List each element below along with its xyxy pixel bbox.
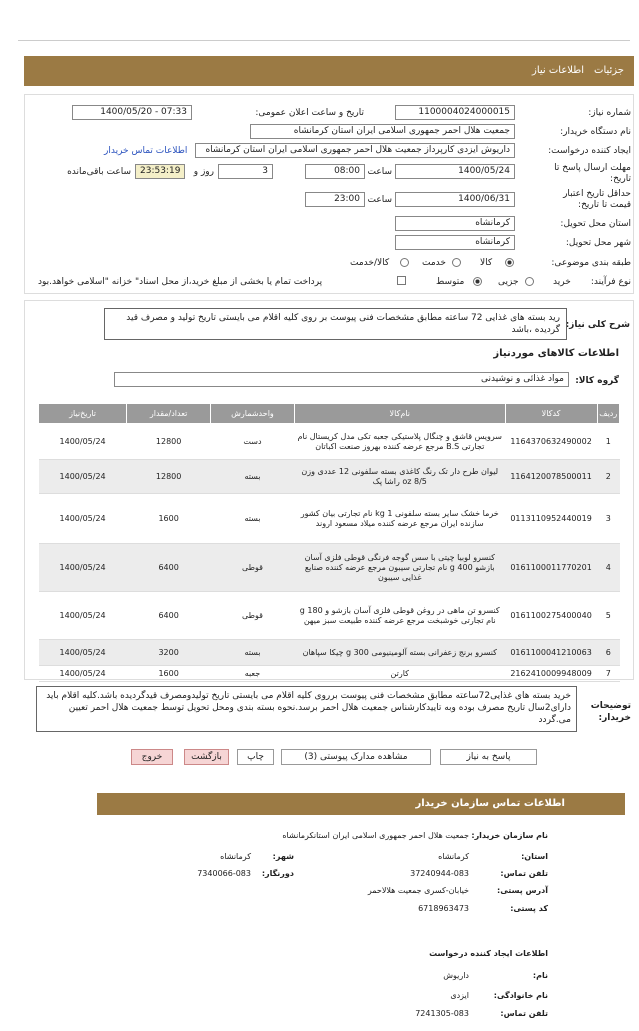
row-qty: 6400 (127, 592, 211, 640)
announce-label: تاریخ و ساعت اعلان عمومی: (255, 108, 364, 118)
process-buy-label: خرید (553, 277, 571, 287)
page-header (24, 56, 634, 86)
contact-address-label: آدرس پستی: (497, 886, 548, 895)
buyer-notes-label: توضیحات خریدار: (590, 701, 631, 723)
reply-button[interactable]: پاسخ به نیاز (440, 749, 537, 765)
print-button[interactable]: چاپ (237, 749, 274, 765)
category-service-radio[interactable] (452, 258, 461, 267)
buyer-org-label: نام دستگاه خریدار: (560, 127, 631, 137)
row-unit: بسته (211, 494, 295, 544)
row-date: 1400/05/24 (39, 544, 127, 592)
contact-city-label: شهر: (272, 852, 294, 861)
row-name: سرویس قاشق و چنگال پلاستیکی جعبه تکی مدل کریستال نام تجارتی B.S مرجع عرضه کننده بهروز صنعت اکباتان (294, 424, 505, 460)
creator-family-label: نام خانوادگی: (493, 991, 548, 1000)
row-number: 4 (597, 544, 620, 592)
row-unit: بسته (211, 640, 295, 666)
goods-table-header (39, 404, 620, 424)
contact-phone-value: 37240944-083 (410, 869, 469, 878)
creator-info-title: اطلاعات ایجاد کننده درخواست (429, 949, 548, 958)
category-both-label: کالا/خدمت (350, 258, 390, 268)
tab-details[interactable]: جزئیات (594, 65, 624, 76)
row-date: 1400/05/24 (39, 666, 127, 682)
category-service-label: خدمت (422, 258, 446, 268)
treasury-checkbox[interactable] (397, 276, 406, 285)
goods-group-field: مواد غذائی و نوشیدنی (114, 372, 569, 387)
contact-fax-label: دورنگار: (261, 869, 294, 878)
row-code: 0113110952440019 (505, 494, 597, 544)
contact-org-label: نام سازمان خریدار: (471, 831, 548, 840)
row-name: کنسرو برنج زعفرانی بسته آلومینیومی 300 g چیکا سپاهان (294, 640, 505, 666)
row-name: خرما خشک سایر بسته سلفونی 1 kg نام تجارتی بیان کشور سازنده ایران مرجع عرضه کننده میلاد مسعود اروند (294, 494, 505, 544)
table-row (39, 592, 620, 640)
contact-province-value: کرمانشاه (438, 852, 469, 861)
category-goods-radio[interactable] (505, 258, 514, 267)
back-button[interactable]: بازگشت (184, 749, 229, 765)
creator-field: داریوش ایزدی کارپرداز جمعیت هلال احمر جمهوری اسلامی ایران استان کرمانشاه (195, 143, 515, 158)
deadline-time-label: ساعت (367, 167, 392, 177)
announce-field: 1400/05/20 - 07:33 (72, 105, 192, 120)
category-both-radio[interactable] (400, 258, 409, 267)
validity-label: حداقل تاریخ اعتبار قیمت تا تاریخ: (563, 189, 631, 210)
row-number: 6 (597, 640, 620, 666)
row-date: 1400/05/24 (39, 424, 127, 460)
validity-time-field: 23:00 (305, 192, 365, 207)
days-label: روز و (193, 167, 214, 177)
row-number: 5 (597, 592, 620, 640)
col-qty: تعداد/مقدار (127, 404, 211, 424)
creator-label: ایجاد کننده درخواست: (548, 146, 631, 156)
deadline-label: مهلت ارسال پاسخ تا تاریخ: (554, 163, 631, 184)
row-code: 0161100275400040 (505, 592, 597, 640)
summary-label: شرح کلی نیاز: (565, 320, 630, 330)
row-date: 1400/05/24 (39, 592, 127, 640)
contact-header (97, 793, 625, 815)
row-qty: 3200 (127, 640, 211, 666)
row-unit: دست (211, 424, 295, 460)
contact-city-value: کرمانشاه (220, 852, 251, 861)
days-field: 3 (218, 164, 273, 179)
col-unit: واحدشمارش (211, 404, 295, 424)
row-unit: جعبه (211, 666, 295, 682)
city-label: شهر محل تحویل: (565, 238, 631, 248)
validity-date-field: 1400/06/31 (395, 192, 515, 207)
row-name: کنسرو لوبیا چیتی با سس گوجه فرنگی قوطی فلزی آسان بازشو 400 g نام تجارتی سیبون مرجع عرضه کننده صنایع غذایی سیبون (294, 544, 505, 592)
row-unit: قوطی (211, 592, 295, 640)
creator-family-value: ایزدی (450, 991, 469, 1000)
table-row (39, 640, 620, 666)
row-name: کنسرو تن ماهی در روغن قوطی فلزی آسان بازشو و 180 g نام تجارتی خوشبخت مرجع عرضه کننده طبیعت سبز میهن (294, 592, 505, 640)
province-field: کرمانشاه (395, 216, 515, 231)
goods-table (38, 403, 620, 682)
contact-phone-label: تلفن تماس: (500, 869, 548, 878)
buyer-org-field: جمعیت هلال احمر جمهوری اسلامی ایران استان کرمانشاه (250, 124, 515, 139)
contact-org-value: جمعیت هلال احمر جمهوری اسلامی ایران استانکرمانشاه (282, 831, 469, 840)
row-qty: 6400 (127, 544, 211, 592)
exit-button[interactable]: خروج (131, 749, 173, 765)
city-field: کرمانشاه (395, 235, 515, 250)
row-qty: 1600 (127, 494, 211, 544)
row-unit: بسته (211, 460, 295, 494)
row-code: 1164370632490002 (505, 424, 597, 460)
row-code: 1164120078500011 (505, 460, 597, 494)
creator-name-value: داریوش (443, 971, 469, 980)
table-row (39, 544, 620, 592)
row-qty: 12800 (127, 424, 211, 460)
process-medium-label: متوسط (436, 277, 465, 287)
col-code: کدکالا (505, 404, 597, 424)
deadline-time-field: 08:00 (305, 164, 365, 179)
row-code: 0161100041210063 (505, 640, 597, 666)
col-date: تاریخ‌نیاز (39, 404, 127, 424)
process-medium-radio[interactable] (473, 277, 482, 286)
row-number: 7 (597, 666, 620, 682)
need-number-field: 1100004024000015 (395, 105, 515, 120)
table-row (39, 424, 620, 460)
remaining-time-field: 23:53:19 (135, 164, 185, 179)
tab-need-info[interactable]: اطلاعات نیاز (532, 65, 584, 76)
row-date: 1400/05/24 (39, 460, 127, 494)
row-number: 1 (597, 424, 620, 460)
creator-name-label: نام: (532, 971, 548, 980)
creator-phone-label: تلفن تماس: (500, 1009, 548, 1018)
contact-province-label: استان: (521, 852, 548, 861)
row-number: 2 (597, 460, 620, 494)
creator-phone-value: 7241305-083 (415, 1009, 469, 1018)
contact-title: اطلاعات تماس سازمان خریدار (415, 798, 565, 809)
contact-address-value: خیابان-کسری جمعیت هلالاحمر (367, 886, 469, 895)
table-row (39, 494, 620, 544)
top-divider (18, 40, 630, 41)
validity-time-label: ساعت (367, 195, 392, 205)
contact-info-link[interactable]: اطلاعات تماس خریدار (104, 146, 188, 156)
contact-postal-label: کد پستی: (510, 904, 548, 913)
row-number: 3 (597, 494, 620, 544)
goods-title: اطلاعات کالاهای موردنیاز (493, 348, 619, 359)
category-goods-label: کالا (480, 258, 493, 268)
process-minor-label: جزیی (498, 277, 519, 287)
process-minor-radio[interactable] (525, 277, 534, 286)
remaining-label: ساعت باقی‌مانده (67, 167, 131, 177)
process-label: نوع فرآیند: (590, 277, 631, 287)
row-unit: قوطی (211, 544, 295, 592)
table-row (39, 460, 620, 494)
row-date: 1400/05/24 (39, 640, 127, 666)
goods-group-label: گروه کالا: (575, 376, 619, 386)
summary-box: رید بسته های غذایی 72 ساعته مطابق مشخصات فنی پیوست بر روی کلیه اقلام می بایستی تاریخ تولید و مصرف قید گردیده ،باشد (104, 308, 567, 340)
row-date: 1400/05/24 (39, 494, 127, 544)
deadline-date-field: 1400/05/24 (395, 164, 515, 179)
contact-fax-value: 7340066-083 (197, 869, 251, 878)
buyer-notes-box: خرید بسته های غذایی72ساعته مطابق مشخصات فنی پیوست برروی کلیه اقلام می بایستی تاریخ تولیدومصرف قیدگردیده باشد.کلیه اقلام باید دارای2سال تاریخ مصرف بوده وبه تاییدکارشناس جمعیت هلال احمر برسد.نحوه بسته بندی ومحل تحویل توسط جمعیت هلال احمر تعیین می.گردد (36, 686, 577, 732)
row-qty: 1600 (127, 666, 211, 682)
row-name: کارتن (294, 666, 505, 682)
contact-postal-value: 6718963473 (418, 904, 469, 913)
row-code: 2162410009948009 (505, 666, 597, 682)
category-label: طبقه بندی موضوعی: (551, 258, 631, 268)
row-name: لیوان طرح دار تک رنگ کاغذی بسته سلفونی 12 عددی وزن 8/5 oz راشا پک (294, 460, 505, 494)
row-qty: 12800 (127, 460, 211, 494)
col-name: نام‌کالا (294, 404, 505, 424)
need-number-label: شماره نیاز: (588, 108, 631, 118)
col-row: ردیف (597, 404, 620, 424)
attachments-button[interactable]: مشاهده مدارک پیوستی (3) (281, 749, 431, 765)
payment-note: پرداخت تمام یا بخشی از مبلغ خرید،از محل اسناد" خزانه "اسلامی خواهد.بود (38, 277, 323, 287)
row-code: 0161100011770201 (505, 544, 597, 592)
table-row (39, 666, 620, 682)
province-label: استان محل تحویل: (560, 219, 631, 229)
